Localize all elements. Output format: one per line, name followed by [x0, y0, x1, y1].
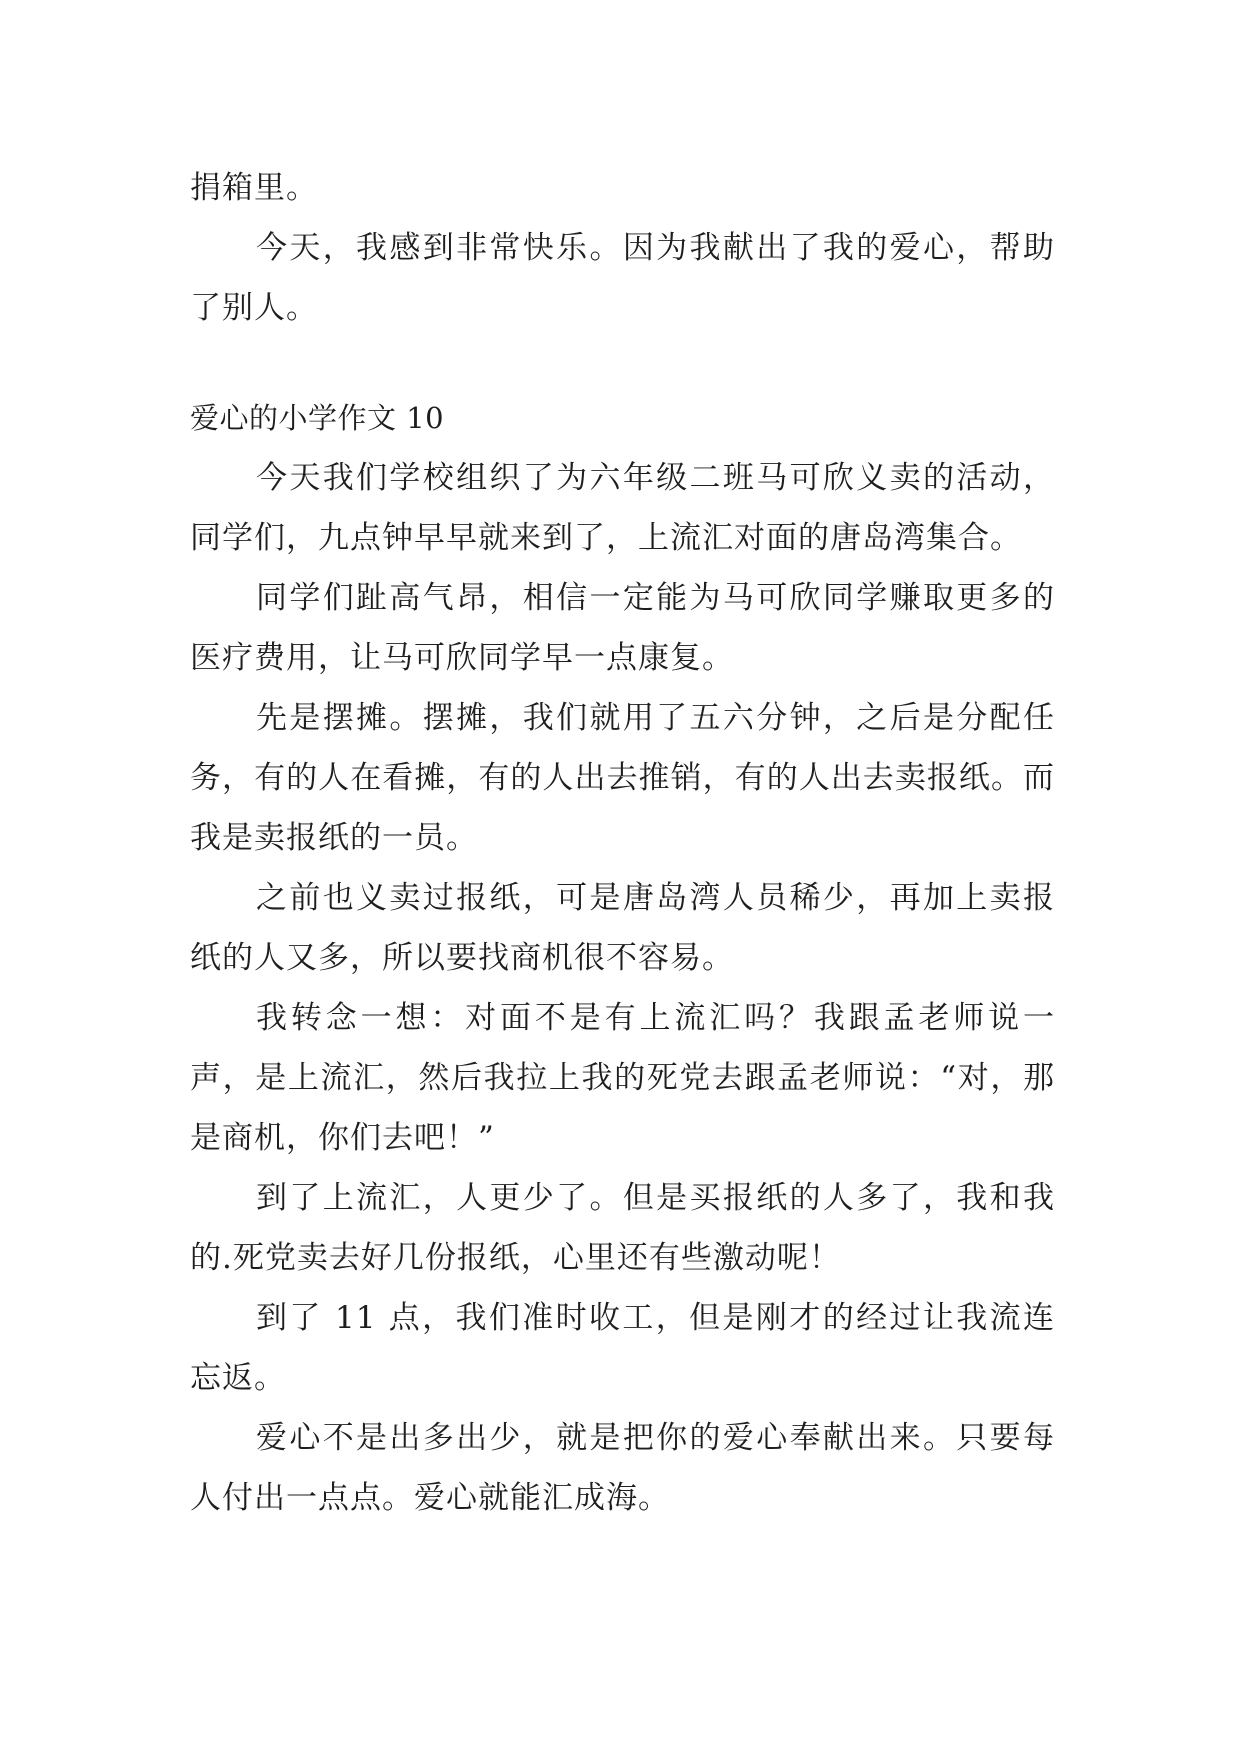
paragraph: 到了上流汇，人更少了。但是买报纸的人多了，我和我的.死党卖去好几份报纸，心里还有些激动呢！: [190, 1180, 1055, 1276]
paragraph: 今天，我感到非常快乐。因为我献出了我的爱心，帮助了别人。: [190, 230, 1055, 326]
paragraph-continued: 捐箱里。: [190, 170, 318, 206]
paragraph: 我转念一想：对面不是有上流汇吗？我跟孟老师说一声，是上流汇，然后我拉上我的死党去跟孟老师说：“对，那是商机，你们去吧！”: [190, 1000, 1055, 1156]
section-title: 爱心的小学作文 10: [190, 401, 445, 435]
paragraph: 先是摆摊。摆摊，我们就用了五六分钟，之后是分配任务，有的人在看摊，有的人出去推销，有的人出去卖报纸。而我是卖报纸的一员。: [190, 700, 1055, 856]
paragraph: 爱心不是出多出少，就是把你的爱心奉献出来。只要每人付出一点点。爱心就能汇成海。: [190, 1420, 1055, 1516]
section-gap: [190, 338, 1055, 388]
paragraph: 之前也义卖过报纸，可是唐岛湾人员稀少，再加上卖报纸的人又多，所以要找商机很不容易。: [190, 880, 1055, 976]
paragraph: 同学们趾高气昂，相信一定能为马可欣同学赚取更多的医疗费用，让马可欣同学早一点康复。: [190, 580, 1055, 676]
document-body: [190, 158, 1055, 1528]
paragraph: 到了 11 点，我们准时收工，但是刚才的经过让我流连忘返。: [190, 1300, 1055, 1396]
paragraph: 今天我们学校组织了为六年级二班马可欣义卖的活动，同学们，九点钟早早就来到了，上流汇对面的唐岛湾集合。: [190, 460, 1055, 556]
